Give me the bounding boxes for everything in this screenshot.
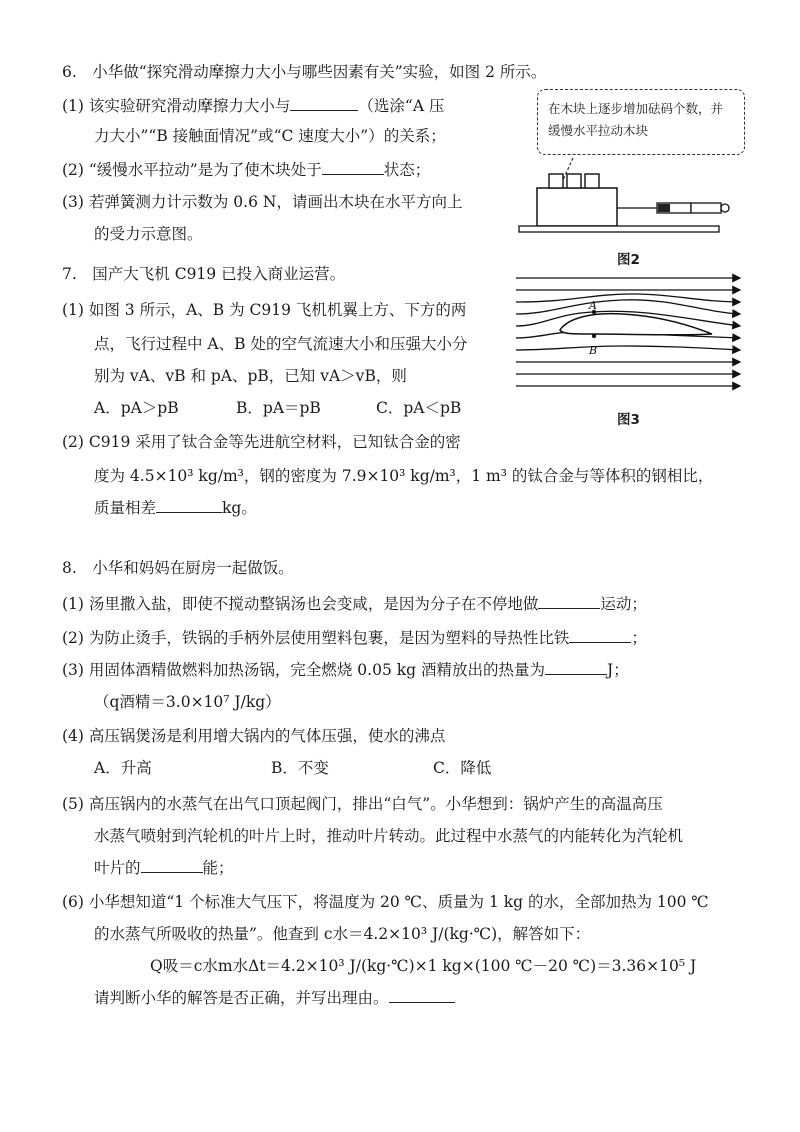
- q7-part2-unit: kg。: [222, 499, 257, 517]
- q8-part6-text: 请判断小华的解答是否正确，并写出理由。: [94, 989, 389, 1007]
- q8-blank-5[interactable]: [141, 858, 203, 873]
- fig2-callout-note: 在木块上逐步增加砝码个数，并缓慢水平拉动木块: [537, 89, 745, 155]
- q7-part2-line2: 度为 4.5×10³ kg/m³，钢的密度为 7.9×10³ kg/m³，1 m³ 的钛合金与等体积的钢相比，: [94, 467, 714, 485]
- q7-part2-line1: (2) C919 采用了钛合金等先进航空材料，已知钛合金的密: [62, 433, 461, 451]
- q8-part6-line2: 的水蒸气所吸收的热量”。他查到 c水＝4.2×10³ J/(kg·℃)，解答如下：: [94, 925, 591, 943]
- q8-part5-text: 叶片的: [94, 859, 141, 877]
- point-a-label: A: [589, 299, 597, 312]
- fig2-caption: 图2: [617, 252, 640, 268]
- q8-part2: [62, 628, 647, 648]
- q6-part1-line2: 力大小”“B 接触面情况”或“C 速度大小”）的关系；: [94, 127, 446, 145]
- q8-part5-text-b: 能；: [202, 859, 234, 877]
- q8-part6-line1: (6) 小华想知道“1 个标准大气压下，将温度为 20 ℃、质量为 1 kg 的水，全部加热为 100 ℃: [62, 893, 709, 911]
- q7-blank[interactable]: [156, 498, 222, 513]
- q6-part2-text-b: 状态；: [383, 161, 431, 179]
- q6-part1-line1: [62, 96, 444, 116]
- q7-part2-text: 质量相差: [94, 499, 157, 517]
- q8-part5-line1: (5) 高压锅内的水蒸气在出气口顶起阀门，排出“白气”。小华想到：锅炉产生的高温高压: [62, 795, 663, 813]
- q8-option-c: C．降低: [433, 759, 492, 777]
- point-b-dot: [592, 334, 596, 338]
- q7-option-b: B．pA＝pB: [236, 399, 321, 417]
- q7-option-a: A．pA＞pB: [94, 399, 179, 417]
- q8-blank-2[interactable]: [569, 628, 631, 643]
- q8-part3-text: (3) 用固体酒精做燃料加热汤锅，完全燃烧 0.05 kg 酒精放出的热量为: [62, 661, 545, 679]
- q6-part2: [62, 160, 430, 180]
- point-b-label: B: [589, 344, 598, 357]
- q8-part4: (4) 高压锅煲汤是利用增大锅内的气体压强，使水的沸点: [62, 727, 446, 745]
- q7-part1-line1: (1) 如图 3 所示，A、B 为 C919 飞机机翼上方、下方的两: [62, 301, 467, 319]
- q8-part2-text: (2) 为防止烫手，铁锅的手柄外层使用塑料包裹，是因为塑料的导热性比铁: [62, 629, 570, 647]
- fig3-airfoil-streamlines: [512, 268, 744, 404]
- airfoil-wing: [560, 314, 712, 335]
- q8-part3-given: （q酒精＝3.0×10⁷ J/kg）: [94, 693, 281, 711]
- q6-part3-line2: 的受力示意图。: [94, 225, 203, 243]
- q8-part3: [62, 660, 629, 680]
- q6-stem: 6. 小华做“探究滑动摩擦力大小与哪些因素有关”实验，如图 2 所示。: [62, 63, 547, 81]
- q8-part5-line3: [94, 858, 234, 878]
- q8-part3-unit: J；: [607, 661, 629, 679]
- q6-blank-1[interactable]: [290, 96, 358, 111]
- q6-part1-text: (1) 该实验研究滑动摩擦力大小与: [62, 97, 291, 115]
- q8-option-a: A．升高: [94, 759, 152, 777]
- q8-part6-line4: [94, 988, 455, 1008]
- q8-blank-1[interactable]: [538, 594, 600, 609]
- q8-part1: [62, 594, 647, 614]
- fig3-caption: 图3: [617, 412, 640, 428]
- q8-option-b: B．不变: [271, 759, 329, 777]
- q8-part1-text-b: 运动；: [600, 595, 647, 613]
- q7-option-c: C．pA＜pB: [376, 399, 462, 417]
- fig2-block-spring-scale: [515, 150, 755, 240]
- q6-blank-2[interactable]: [322, 160, 384, 175]
- q7-part1-line3: 别为 vA、vB 和 pA、pB，已知 vA＞vB，则: [94, 367, 407, 385]
- q8-blank-6[interactable]: [389, 988, 455, 1003]
- q8-part2-text-b: ；: [631, 629, 647, 647]
- q8-blank-3[interactable]: [545, 660, 607, 675]
- q6-part3-line1: (3) 若弹簧测力计示数为 0.6 N，请画出木块在水平方向上: [62, 193, 463, 211]
- q7-part2-line3: [94, 498, 257, 518]
- q8-stem: 8. 小华和妈妈在厨房一起做饭。: [62, 559, 294, 577]
- q7-part1-line2: 点，飞行过程中 A、B 处的空气流速大小和压强大小分: [94, 335, 468, 353]
- q8-part5-line2: 水蒸气喷射到汽轮机的叶片上时，推动叶片转动。此过程中水蒸气的内能转化为汽轮机: [94, 827, 684, 845]
- q8-part6-formula: Q吸＝c水m水Δt＝4.2×10³ J/(kg·℃)×1 kg×(100 ℃－20 ℃)＝3.36×10⁵ J: [150, 957, 697, 975]
- q8-part1-text: (1) 汤里撒入盐，即使不搅动整锅汤也会变咸，是因为分子在不停地做: [62, 595, 539, 613]
- q6-part1-text-b: （选涂“A 压: [358, 97, 445, 115]
- q6-part2-text: (2) “缓慢水平拉动”是为了使木块处于: [62, 161, 322, 179]
- q7-stem: 7. 国产大飞机 C919 已投入商业运营。: [62, 265, 346, 283]
